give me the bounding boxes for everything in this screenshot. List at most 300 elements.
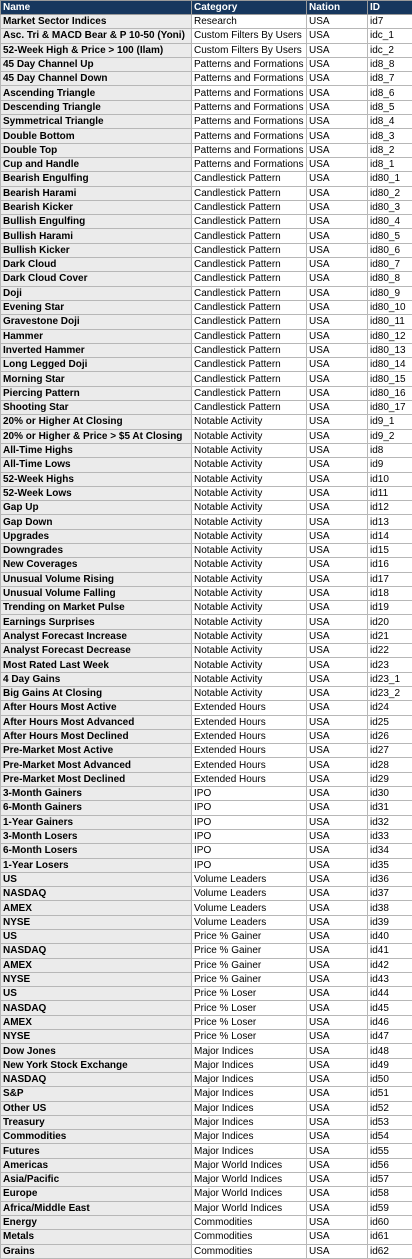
row-name-cell[interactable]: Energy (1, 1215, 192, 1229)
row-nation-cell[interactable]: USA (307, 829, 368, 843)
table-row[interactable] (1, 386, 412, 400)
row-name-cell[interactable]: Africa/Middle East (1, 1201, 192, 1215)
row-nation-cell[interactable]: USA (307, 1215, 368, 1229)
table-row[interactable] (1, 86, 412, 100)
row-nation-cell[interactable]: USA (307, 15, 368, 29)
row-name-cell[interactable]: 3-Month Losers (1, 829, 192, 843)
row-id-cell[interactable]: id80_4 (368, 215, 412, 229)
row-category-cell[interactable]: Major Indices (192, 1144, 307, 1158)
row-category-cell[interactable]: Major World Indices (192, 1173, 307, 1187)
table-row[interactable] (1, 629, 412, 643)
table-row[interactable] (1, 972, 412, 986)
table-row[interactable] (1, 1001, 412, 1015)
row-id-cell[interactable]: id53 (368, 1115, 412, 1129)
row-category-cell[interactable]: Notable Activity (192, 515, 307, 529)
row-category-cell[interactable]: Commodities (192, 1215, 307, 1229)
row-name-cell[interactable]: Evening Star (1, 300, 192, 314)
row-id-cell[interactable]: id23_1 (368, 672, 412, 686)
row-category-cell[interactable]: IPO (192, 844, 307, 858)
row-nation-cell[interactable]: USA (307, 1087, 368, 1101)
row-id-cell[interactable]: id30 (368, 787, 412, 801)
row-nation-cell[interactable]: USA (307, 472, 368, 486)
row-name-cell[interactable]: Grains (1, 1244, 192, 1258)
table-row[interactable] (1, 143, 412, 157)
row-nation-cell[interactable]: USA (307, 958, 368, 972)
table-row[interactable] (1, 901, 412, 915)
row-name-cell[interactable]: 20% or Higher At Closing (1, 415, 192, 429)
row-id-cell[interactable]: id80_1 (368, 172, 412, 186)
row-name-cell[interactable]: Inverted Hammer (1, 343, 192, 357)
row-id-cell[interactable]: id20 (368, 615, 412, 629)
row-id-cell[interactable]: id16 (368, 558, 412, 572)
row-id-cell[interactable]: id80_5 (368, 229, 412, 243)
row-name-cell[interactable]: Shooting Star (1, 401, 192, 415)
table-row[interactable] (1, 1072, 412, 1086)
row-nation-cell[interactable]: USA (307, 358, 368, 372)
row-name-cell[interactable]: Ascending Triangle (1, 86, 192, 100)
row-nation-cell[interactable]: USA (307, 1072, 368, 1086)
row-id-cell[interactable]: id27 (368, 744, 412, 758)
table-row[interactable] (1, 958, 412, 972)
table-row[interactable] (1, 729, 412, 743)
row-id-cell[interactable]: id80_2 (368, 186, 412, 200)
row-nation-cell[interactable]: USA (307, 758, 368, 772)
row-name-cell[interactable]: Cup and Handle (1, 157, 192, 171)
row-category-cell[interactable]: Price % Gainer (192, 972, 307, 986)
row-name-cell[interactable]: Earnings Surprises (1, 615, 192, 629)
table-row[interactable] (1, 915, 412, 929)
row-nation-cell[interactable]: USA (307, 629, 368, 643)
row-id-cell[interactable]: id8_5 (368, 100, 412, 114)
row-name-cell[interactable]: 45 Day Channel Up (1, 57, 192, 71)
table-row[interactable] (1, 486, 412, 500)
row-nation-cell[interactable]: USA (307, 558, 368, 572)
row-id-cell[interactable]: id11 (368, 486, 412, 500)
row-category-cell[interactable]: Patterns and Formations (192, 100, 307, 114)
row-nation-cell[interactable]: USA (307, 1187, 368, 1201)
row-name-cell[interactable]: 6-Month Gainers (1, 801, 192, 815)
row-id-cell[interactable]: id26 (368, 729, 412, 743)
table-row[interactable] (1, 472, 412, 486)
row-id-cell[interactable]: id80_3 (368, 200, 412, 214)
row-nation-cell[interactable]: USA (307, 186, 368, 200)
row-name-cell[interactable]: Long Legged Doji (1, 358, 192, 372)
row-name-cell[interactable]: All-Time Lows (1, 458, 192, 472)
table-row[interactable] (1, 829, 412, 843)
row-category-cell[interactable]: Major Indices (192, 1101, 307, 1115)
row-category-cell[interactable]: Notable Activity (192, 558, 307, 572)
row-name-cell[interactable]: NYSE (1, 915, 192, 929)
column-header-name[interactable]: Name (1, 1, 192, 15)
row-category-cell[interactable]: Patterns and Formations (192, 143, 307, 157)
row-id-cell[interactable]: id49 (368, 1058, 412, 1072)
row-nation-cell[interactable]: USA (307, 286, 368, 300)
row-id-cell[interactable]: id47 (368, 1030, 412, 1044)
row-category-cell[interactable]: Candlestick Pattern (192, 401, 307, 415)
row-id-cell[interactable]: id57 (368, 1173, 412, 1187)
row-nation-cell[interactable]: USA (307, 386, 368, 400)
row-category-cell[interactable]: Extended Hours (192, 744, 307, 758)
row-category-cell[interactable]: Candlestick Pattern (192, 215, 307, 229)
row-name-cell[interactable]: 6-Month Losers (1, 844, 192, 858)
row-category-cell[interactable]: Notable Activity (192, 644, 307, 658)
table-row[interactable] (1, 286, 412, 300)
row-category-cell[interactable]: Notable Activity (192, 529, 307, 543)
row-nation-cell[interactable]: USA (307, 644, 368, 658)
row-category-cell[interactable]: Custom Filters By Users (192, 43, 307, 57)
row-id-cell[interactable]: id45 (368, 1001, 412, 1015)
row-nation-cell[interactable]: USA (307, 29, 368, 43)
row-nation-cell[interactable]: USA (307, 200, 368, 214)
row-category-cell[interactable]: Candlestick Pattern (192, 229, 307, 243)
row-category-cell[interactable]: Research (192, 15, 307, 29)
row-name-cell[interactable]: Descending Triangle (1, 100, 192, 114)
row-name-cell[interactable]: 52-Week High & Price > 100 (Ilam) (1, 43, 192, 57)
row-id-cell[interactable]: id12 (368, 501, 412, 515)
row-id-cell[interactable]: id80_16 (368, 386, 412, 400)
row-name-cell[interactable]: NASDAQ (1, 887, 192, 901)
table-row[interactable] (1, 644, 412, 658)
row-nation-cell[interactable]: USA (307, 300, 368, 314)
row-category-cell[interactable]: Notable Activity (192, 601, 307, 615)
row-id-cell[interactable]: id36 (368, 872, 412, 886)
table-row[interactable] (1, 1244, 412, 1258)
row-nation-cell[interactable]: USA (307, 901, 368, 915)
row-nation-cell[interactable]: USA (307, 115, 368, 129)
row-nation-cell[interactable]: USA (307, 729, 368, 743)
row-category-cell[interactable]: Price % Gainer (192, 930, 307, 944)
row-name-cell[interactable]: Piercing Pattern (1, 386, 192, 400)
row-id-cell[interactable]: id23 (368, 658, 412, 672)
row-name-cell[interactable]: Bullish Engulfing (1, 215, 192, 229)
table-row[interactable] (1, 801, 412, 815)
row-nation-cell[interactable]: USA (307, 887, 368, 901)
table-row[interactable] (1, 43, 412, 57)
row-nation-cell[interactable]: USA (307, 1030, 368, 1044)
row-category-cell[interactable]: Candlestick Pattern (192, 300, 307, 314)
table-row[interactable] (1, 243, 412, 257)
row-category-cell[interactable]: Candlestick Pattern (192, 172, 307, 186)
row-category-cell[interactable]: Extended Hours (192, 758, 307, 772)
row-name-cell[interactable]: After Hours Most Active (1, 701, 192, 715)
row-category-cell[interactable]: Volume Leaders (192, 915, 307, 929)
row-category-cell[interactable]: Price % Gainer (192, 958, 307, 972)
row-id-cell[interactable]: id22 (368, 644, 412, 658)
table-row[interactable] (1, 815, 412, 829)
table-row[interactable] (1, 1030, 412, 1044)
table-row[interactable] (1, 543, 412, 557)
row-name-cell[interactable]: Double Bottom (1, 129, 192, 143)
row-category-cell[interactable]: Candlestick Pattern (192, 186, 307, 200)
row-category-cell[interactable]: Candlestick Pattern (192, 315, 307, 329)
row-id-cell[interactable]: id80_12 (368, 329, 412, 343)
table-row[interactable] (1, 229, 412, 243)
row-id-cell[interactable]: id34 (368, 844, 412, 858)
row-name-cell[interactable]: Doji (1, 286, 192, 300)
row-name-cell[interactable]: Americas (1, 1158, 192, 1172)
row-category-cell[interactable]: Notable Activity (192, 415, 307, 429)
row-category-cell[interactable]: Notable Activity (192, 572, 307, 586)
row-name-cell[interactable]: After Hours Most Declined (1, 729, 192, 743)
table-row[interactable] (1, 1215, 412, 1229)
row-nation-cell[interactable]: USA (307, 1158, 368, 1172)
row-category-cell[interactable]: Price % Loser (192, 1001, 307, 1015)
row-nation-cell[interactable]: USA (307, 801, 368, 815)
table-row[interactable] (1, 1044, 412, 1058)
row-category-cell[interactable]: Commodities (192, 1244, 307, 1258)
row-category-cell[interactable]: Candlestick Pattern (192, 243, 307, 257)
row-category-cell[interactable]: Candlestick Pattern (192, 258, 307, 272)
row-id-cell[interactable]: id8 (368, 443, 412, 457)
row-category-cell[interactable]: Notable Activity (192, 672, 307, 686)
row-nation-cell[interactable]: USA (307, 372, 368, 386)
row-name-cell[interactable]: NASDAQ (1, 944, 192, 958)
table-row[interactable] (1, 744, 412, 758)
row-name-cell[interactable]: NYSE (1, 972, 192, 986)
table-row[interactable] (1, 858, 412, 872)
row-nation-cell[interactable]: USA (307, 429, 368, 443)
row-nation-cell[interactable]: USA (307, 529, 368, 543)
row-name-cell[interactable]: Bullish Harami (1, 229, 192, 243)
table-row[interactable] (1, 658, 412, 672)
table-row[interactable] (1, 615, 412, 629)
row-category-cell[interactable]: Candlestick Pattern (192, 286, 307, 300)
row-nation-cell[interactable]: USA (307, 1230, 368, 1244)
table-row[interactable] (1, 115, 412, 129)
table-row[interactable] (1, 443, 412, 457)
row-id-cell[interactable]: id28 (368, 758, 412, 772)
row-name-cell[interactable]: Gravestone Doji (1, 315, 192, 329)
row-name-cell[interactable]: S&P (1, 1087, 192, 1101)
row-category-cell[interactable]: Candlestick Pattern (192, 358, 307, 372)
row-nation-cell[interactable]: USA (307, 143, 368, 157)
row-id-cell[interactable]: id29 (368, 772, 412, 786)
row-id-cell[interactable]: id39 (368, 915, 412, 929)
row-id-cell[interactable]: id55 (368, 1144, 412, 1158)
row-nation-cell[interactable]: USA (307, 658, 368, 672)
table-row[interactable] (1, 701, 412, 715)
row-category-cell[interactable]: Price % Loser (192, 1030, 307, 1044)
row-name-cell[interactable]: 3-Month Gainers (1, 787, 192, 801)
row-nation-cell[interactable]: USA (307, 72, 368, 86)
row-name-cell[interactable]: Treasury (1, 1115, 192, 1129)
row-category-cell[interactable]: Major Indices (192, 1130, 307, 1144)
row-name-cell[interactable]: Asc. Tri & MACD Bear & P 10-50 (Yoni) (1, 29, 192, 43)
row-category-cell[interactable]: Notable Activity (192, 658, 307, 672)
row-category-cell[interactable]: Patterns and Formations (192, 57, 307, 71)
row-name-cell[interactable]: Unusual Volume Rising (1, 572, 192, 586)
row-name-cell[interactable]: Pre-Market Most Advanced (1, 758, 192, 772)
table-row[interactable] (1, 515, 412, 529)
row-id-cell[interactable]: id80_14 (368, 358, 412, 372)
row-id-cell[interactable]: id56 (368, 1158, 412, 1172)
row-nation-cell[interactable]: USA (307, 215, 368, 229)
row-id-cell[interactable]: id9 (368, 458, 412, 472)
row-id-cell[interactable]: id80_10 (368, 300, 412, 314)
table-row[interactable] (1, 772, 412, 786)
row-category-cell[interactable]: Notable Activity (192, 543, 307, 557)
row-nation-cell[interactable]: USA (307, 987, 368, 1001)
row-category-cell[interactable]: IPO (192, 787, 307, 801)
table-row[interactable] (1, 186, 412, 200)
row-nation-cell[interactable]: USA (307, 701, 368, 715)
row-category-cell[interactable]: Notable Activity (192, 486, 307, 500)
row-name-cell[interactable]: Bullish Kicker (1, 243, 192, 257)
row-name-cell[interactable]: Downgrades (1, 543, 192, 557)
row-id-cell[interactable]: id46 (368, 1015, 412, 1029)
row-category-cell[interactable]: Patterns and Formations (192, 115, 307, 129)
row-nation-cell[interactable]: USA (307, 1115, 368, 1129)
row-id-cell[interactable]: id80_7 (368, 258, 412, 272)
row-id-cell[interactable]: id31 (368, 801, 412, 815)
row-nation-cell[interactable]: USA (307, 915, 368, 929)
row-category-cell[interactable]: Major Indices (192, 1044, 307, 1058)
row-name-cell[interactable]: 1-Year Losers (1, 858, 192, 872)
row-id-cell[interactable]: id8_2 (368, 143, 412, 157)
table-row[interactable] (1, 987, 412, 1001)
row-nation-cell[interactable]: USA (307, 1244, 368, 1258)
row-name-cell[interactable]: Asia/Pacific (1, 1173, 192, 1187)
table-row[interactable] (1, 601, 412, 615)
row-id-cell[interactable]: id9_2 (368, 429, 412, 443)
row-name-cell[interactable]: Hammer (1, 329, 192, 343)
row-name-cell[interactable]: Other US (1, 1101, 192, 1115)
row-name-cell[interactable]: Upgrades (1, 529, 192, 543)
row-id-cell[interactable]: id8_3 (368, 129, 412, 143)
row-id-cell[interactable]: id21 (368, 629, 412, 643)
table-row[interactable] (1, 458, 412, 472)
row-name-cell[interactable]: Gap Down (1, 515, 192, 529)
row-name-cell[interactable]: AMEX (1, 901, 192, 915)
row-category-cell[interactable]: Extended Hours (192, 701, 307, 715)
table-row[interactable] (1, 258, 412, 272)
row-name-cell[interactable]: Symmetrical Triangle (1, 115, 192, 129)
row-id-cell[interactable]: id23_2 (368, 686, 412, 700)
row-id-cell[interactable]: id24 (368, 701, 412, 715)
row-category-cell[interactable]: Patterns and Formations (192, 72, 307, 86)
table-row[interactable] (1, 372, 412, 386)
table-row[interactable] (1, 1015, 412, 1029)
row-id-cell[interactable]: id80_15 (368, 372, 412, 386)
row-category-cell[interactable]: Notable Activity (192, 686, 307, 700)
row-nation-cell[interactable]: USA (307, 157, 368, 171)
row-id-cell[interactable]: id19 (368, 601, 412, 615)
table-row[interactable] (1, 1144, 412, 1158)
row-category-cell[interactable]: Candlestick Pattern (192, 272, 307, 286)
row-nation-cell[interactable]: USA (307, 486, 368, 500)
table-row[interactable] (1, 15, 412, 29)
row-name-cell[interactable]: Dow Jones (1, 1044, 192, 1058)
table-row[interactable] (1, 1130, 412, 1144)
row-nation-cell[interactable]: USA (307, 543, 368, 557)
row-id-cell[interactable]: id15 (368, 543, 412, 557)
row-category-cell[interactable]: Notable Activity (192, 429, 307, 443)
row-nation-cell[interactable]: USA (307, 415, 368, 429)
row-id-cell[interactable]: idc_2 (368, 43, 412, 57)
row-nation-cell[interactable]: USA (307, 772, 368, 786)
row-name-cell[interactable]: Commodities (1, 1130, 192, 1144)
row-name-cell[interactable]: Dark Cloud (1, 258, 192, 272)
row-name-cell[interactable]: NYSE (1, 1030, 192, 1044)
row-name-cell[interactable]: US (1, 872, 192, 886)
row-category-cell[interactable]: Patterns and Formations (192, 129, 307, 143)
table-row[interactable] (1, 501, 412, 515)
row-category-cell[interactable]: Notable Activity (192, 458, 307, 472)
row-id-cell[interactable]: id43 (368, 972, 412, 986)
row-nation-cell[interactable]: USA (307, 944, 368, 958)
table-row[interactable] (1, 1087, 412, 1101)
column-header-category[interactable]: Category (192, 1, 307, 15)
table-row[interactable] (1, 429, 412, 443)
row-category-cell[interactable]: Notable Activity (192, 443, 307, 457)
table-row[interactable] (1, 272, 412, 286)
table-row[interactable] (1, 844, 412, 858)
table-row[interactable] (1, 1115, 412, 1129)
row-id-cell[interactable]: id60 (368, 1215, 412, 1229)
table-row[interactable] (1, 57, 412, 71)
row-id-cell[interactable]: id51 (368, 1087, 412, 1101)
row-id-cell[interactable]: id10 (368, 472, 412, 486)
table-row[interactable] (1, 529, 412, 543)
row-name-cell[interactable]: Bearish Kicker (1, 200, 192, 214)
row-id-cell[interactable]: id54 (368, 1130, 412, 1144)
row-name-cell[interactable]: Pre-Market Most Active (1, 744, 192, 758)
row-name-cell[interactable]: Double Top (1, 143, 192, 157)
row-nation-cell[interactable]: USA (307, 515, 368, 529)
table-row[interactable] (1, 343, 412, 357)
row-category-cell[interactable]: IPO (192, 815, 307, 829)
row-nation-cell[interactable]: USA (307, 586, 368, 600)
row-id-cell[interactable]: id80_6 (368, 243, 412, 257)
row-nation-cell[interactable]: USA (307, 329, 368, 343)
row-nation-cell[interactable]: USA (307, 229, 368, 243)
row-name-cell[interactable]: Market Sector Indices (1, 15, 192, 29)
row-name-cell[interactable]: US (1, 987, 192, 1001)
row-id-cell[interactable]: id50 (368, 1072, 412, 1086)
row-nation-cell[interactable]: USA (307, 129, 368, 143)
row-name-cell[interactable]: 1-Year Gainers (1, 815, 192, 829)
table-row[interactable] (1, 1058, 412, 1072)
row-name-cell[interactable]: 52-Week Lows (1, 486, 192, 500)
row-category-cell[interactable]: Price % Gainer (192, 944, 307, 958)
row-nation-cell[interactable]: USA (307, 501, 368, 515)
row-category-cell[interactable]: Extended Hours (192, 772, 307, 786)
row-category-cell[interactable]: Price % Loser (192, 1015, 307, 1029)
row-name-cell[interactable]: US (1, 930, 192, 944)
row-id-cell[interactable]: id52 (368, 1101, 412, 1115)
row-nation-cell[interactable]: USA (307, 1015, 368, 1029)
row-nation-cell[interactable]: USA (307, 930, 368, 944)
row-name-cell[interactable]: Unusual Volume Falling (1, 586, 192, 600)
row-nation-cell[interactable]: USA (307, 672, 368, 686)
row-id-cell[interactable]: id37 (368, 887, 412, 901)
row-name-cell[interactable]: 20% or Higher & Price > $5 At Closing (1, 429, 192, 443)
row-id-cell[interactable]: id80_9 (368, 286, 412, 300)
row-id-cell[interactable]: id14 (368, 529, 412, 543)
table-row[interactable] (1, 401, 412, 415)
table-row[interactable] (1, 558, 412, 572)
row-id-cell[interactable]: id80_11 (368, 315, 412, 329)
row-name-cell[interactable]: AMEX (1, 1015, 192, 1029)
row-nation-cell[interactable]: USA (307, 1101, 368, 1115)
table-row[interactable] (1, 686, 412, 700)
row-id-cell[interactable]: id58 (368, 1187, 412, 1201)
column-header-id[interactable]: ID (368, 1, 412, 15)
table-row[interactable] (1, 358, 412, 372)
row-name-cell[interactable]: New York Stock Exchange (1, 1058, 192, 1072)
row-name-cell[interactable]: Futures (1, 1144, 192, 1158)
row-nation-cell[interactable]: USA (307, 787, 368, 801)
